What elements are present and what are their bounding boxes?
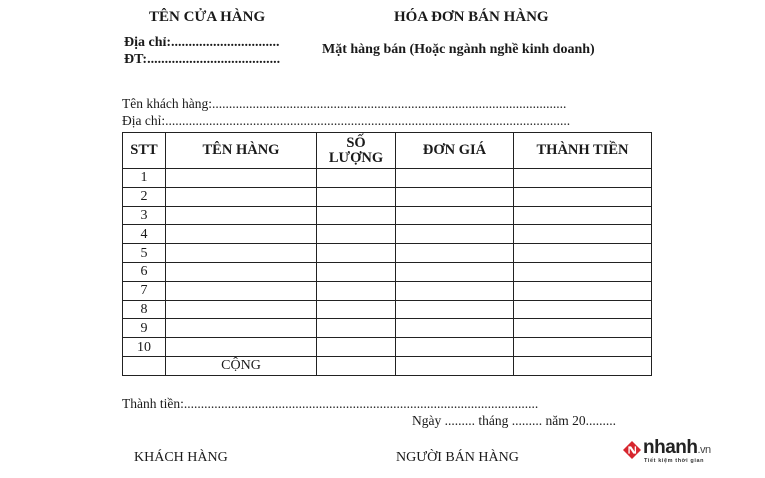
- store-phone-field: ĐT:......................................: [124, 52, 281, 67]
- item-name-cell[interactable]: [166, 225, 317, 244]
- nhanh-logo-icon: [623, 441, 641, 459]
- table-row: [123, 169, 652, 188]
- table-row: [123, 338, 652, 357]
- nhanh-watermark-logo: [623, 437, 743, 471]
- item-name-cell[interactable]: [166, 262, 317, 281]
- table-header-row: [123, 133, 652, 169]
- row-stt: 2: [123, 187, 166, 206]
- item-name-cell[interactable]: [166, 187, 317, 206]
- quantity-cell[interactable]: [317, 169, 396, 188]
- unit-price-cell[interactable]: [396, 262, 514, 281]
- row-stt: 6: [123, 262, 166, 281]
- store-name: TÊN CỬA HÀNG: [149, 9, 266, 25]
- qty-line-1: SỐ: [346, 134, 366, 151]
- customer-name-field: Tên khách hàng:.........................................................................................................: [122, 96, 567, 111]
- brand-name: nhanh: [643, 437, 698, 458]
- table-row: [123, 206, 652, 225]
- qty-line-2: LƯỢNG: [328, 149, 384, 166]
- unit-price-cell[interactable]: [396, 244, 514, 263]
- quantity-cell[interactable]: [317, 262, 396, 281]
- table-row: [123, 300, 652, 319]
- unit-price-cell[interactable]: [396, 319, 514, 338]
- item-name-cell[interactable]: [166, 169, 317, 188]
- store-address-field: Địa chỉ:...............................: [124, 35, 280, 50]
- quantity-cell[interactable]: [317, 187, 396, 206]
- row-stt: 1: [123, 169, 166, 188]
- amount-cell[interactable]: [514, 244, 652, 263]
- table-row: [123, 281, 652, 300]
- unit-price-cell[interactable]: [396, 338, 514, 357]
- table-row: [123, 244, 652, 263]
- unit-price-cell[interactable]: [396, 169, 514, 188]
- quantity-cell[interactable]: [317, 206, 396, 225]
- row-stt: 5: [123, 244, 166, 263]
- item-name-cell[interactable]: [166, 300, 317, 319]
- quantity-cell[interactable]: [317, 300, 396, 319]
- item-name-cell[interactable]: [166, 244, 317, 263]
- seller-signature-label: NGƯỜI BÁN HÀNG: [396, 450, 519, 465]
- total-stt-cell: [123, 356, 166, 375]
- amount-cell[interactable]: [514, 169, 652, 188]
- row-stt: 3: [123, 206, 166, 225]
- total-label: CỘNG: [166, 356, 317, 375]
- amount-cell[interactable]: [514, 338, 652, 357]
- invoice-title: HÓA ĐƠN BÁN HÀNG: [394, 9, 549, 25]
- col-header-amount: THÀNH TIỀN: [514, 133, 652, 169]
- date-line: Ngày ......... tháng ......... năm 20.........: [412, 413, 616, 428]
- customer-address-field: Địa chỉ:........................................................................................................................: [122, 113, 571, 128]
- row-stt: 8: [123, 300, 166, 319]
- amount-cell[interactable]: [514, 225, 652, 244]
- quantity-cell[interactable]: [317, 244, 396, 263]
- row-stt: 4: [123, 225, 166, 244]
- table-row: [123, 262, 652, 281]
- col-header-item-name: TÊN HÀNG: [166, 133, 317, 169]
- amount-cell[interactable]: [514, 206, 652, 225]
- row-stt: 9: [123, 319, 166, 338]
- item-name-cell[interactable]: [166, 338, 317, 357]
- total-row: [123, 356, 652, 375]
- amount-cell[interactable]: [514, 187, 652, 206]
- business-line: Mặt hàng bán (Hoặc ngành nghề kinh doanh): [322, 42, 595, 57]
- unit-price-cell[interactable]: [396, 281, 514, 300]
- col-header-stt: STT: [123, 133, 166, 169]
- amount-cell[interactable]: [514, 281, 652, 300]
- nhanh-tagline: Tiết kiệm thời gian: [644, 458, 705, 464]
- unit-price-cell[interactable]: [396, 225, 514, 244]
- total-amount-cell[interactable]: [514, 356, 652, 375]
- unit-price-cell[interactable]: [396, 300, 514, 319]
- total-unit-price-cell[interactable]: [396, 356, 514, 375]
- nhanh-brand-text: [643, 437, 711, 459]
- table-row: [123, 225, 652, 244]
- unit-price-cell[interactable]: [396, 187, 514, 206]
- item-name-cell[interactable]: [166, 319, 317, 338]
- unit-price-cell[interactable]: [396, 206, 514, 225]
- item-name-cell[interactable]: [166, 206, 317, 225]
- table-row: [123, 319, 652, 338]
- invoice-table: [122, 132, 652, 376]
- table-row: [123, 187, 652, 206]
- amount-cell[interactable]: [514, 262, 652, 281]
- brand-domain: .vn: [697, 444, 711, 456]
- amount-cell[interactable]: [514, 300, 652, 319]
- customer-signature-label: KHÁCH HÀNG: [134, 450, 228, 465]
- row-stt: 10: [123, 338, 166, 357]
- row-stt: 7: [123, 281, 166, 300]
- total-quantity-cell[interactable]: [317, 356, 396, 375]
- amount-in-words-field: Thành tiền:.........................................................................................................: [122, 396, 539, 411]
- col-header-unit-price: ĐƠN GIÁ: [396, 133, 514, 169]
- amount-cell[interactable]: [514, 319, 652, 338]
- quantity-cell[interactable]: [317, 281, 396, 300]
- quantity-cell[interactable]: [317, 338, 396, 357]
- col-header-quantity: [317, 133, 396, 169]
- quantity-cell[interactable]: [317, 225, 396, 244]
- quantity-cell[interactable]: [317, 319, 396, 338]
- item-name-cell[interactable]: [166, 281, 317, 300]
